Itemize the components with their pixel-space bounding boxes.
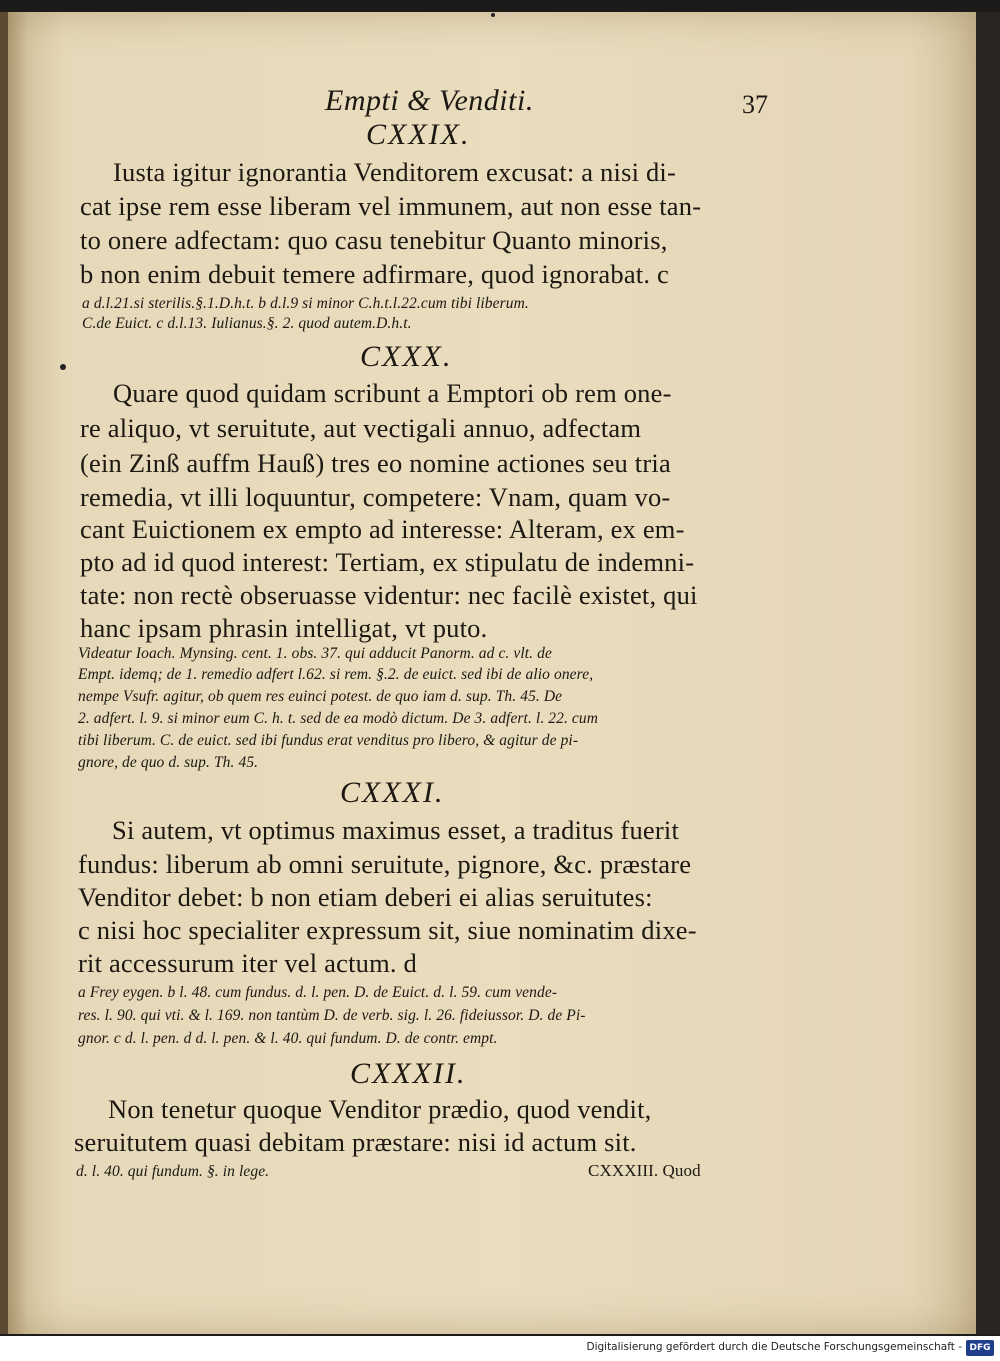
catchword: CXXXIII. Quod (588, 1161, 701, 1180)
text-line: b non enim debuit temere adfirmare, quod ignorabat. c (80, 259, 669, 289)
section-heading: CXXXII. (350, 1057, 467, 1090)
text-line: cat ipse rem esse liberam vel immunem, aut non esse tan- (80, 191, 702, 221)
footnote-line: gnore, de quo d. sup. Th. 45. (78, 754, 259, 771)
footnote-line: Empt. idemq; de 1. remedio adfert l.62. si rem. §.2. de euict. sed ibi de alio onere, (78, 666, 594, 683)
text-line: tate: non rectè obseruasse videntur: nec facilè existet, qui (80, 580, 698, 610)
text-line: seruitutem quasi debitam præstare: nisi id actum sit. (74, 1127, 637, 1157)
text-line: cant Euictionem ex empto ad interesse: Alteram, ex em- (80, 514, 685, 544)
text-line: rit accessurum iter vel actum. d (78, 948, 417, 978)
text-line: Venditor debet: b non etiam deberi ei alias seruitutes: (78, 882, 653, 912)
text-line: (ein Zinß auffm Hauß) tres eo nomine actiones seu tria (80, 448, 671, 478)
text-line: Non tenetur quoque Venditor prædio, quod vendit, (108, 1094, 652, 1124)
ink-mark (60, 364, 66, 370)
text-line: Quare quod quidam scribunt a Emptori ob rem one- (113, 378, 672, 408)
text-line: c nisi hoc specialiter expressum sit, siue nominatim dixe- (78, 915, 697, 945)
text-line: re aliquo, vt seruitute, aut vectigali annuo, adfectam (80, 413, 642, 443)
footnote-line: res. l. 90. qui vti. & l. 169. non tantùm D. de verb. sig. l. 26. fideiussor. D. de Pi- (78, 1007, 586, 1024)
page-edge-right (976, 12, 1000, 1334)
text-line: hanc ipsam phrasin intelligat, vt puto. (80, 613, 488, 643)
footnote-line: gnor. c d. l. pen. d d. l. pen. & l. 40. qui fundum. D. de contr. empt. (78, 1030, 498, 1047)
text-line: Si autem, vt optimus maximus esset, a traditus fuerit (112, 815, 680, 845)
footnote-line: a d.l.21.si sterilis.§.1.D.h.t. b d.l.9 si minor C.h.t.l.22.cum tibi liberum. (82, 295, 529, 312)
text-line: Iusta igitur ignorantia Venditorem excusat: a nisi di- (113, 157, 677, 187)
footnote-line: nempe Vsufr. agitur, ob quem res euinci potest. de quo iam d. sup. Th. 45. De (78, 688, 563, 705)
section-heading: CXXXI. (340, 776, 445, 809)
running-title: Empti & Venditi. (325, 84, 534, 117)
text-line: to onere adfectam: quo casu tenebitur Quanto minoris, (80, 225, 668, 255)
footnote-line: a Frey eygen. b l. 48. cum fundus. d. l. pen. D. de Euict. d. l. 59. cum vende- (78, 984, 558, 1001)
dfg-logo: DFG (966, 1340, 994, 1356)
footnote-line: 2. adfert. l. 9. si minor eum C. h. t. sed de ea modò dictum. De 3. adfert. l. 22. cum (78, 710, 599, 727)
footnote-line: C.de Euict. c d.l.13. Iulianus.§. 2. quod autem.D.h.t. (82, 315, 412, 332)
text-line: pto ad id quod interest: Tertiam, ex stipulatu de indemni- (80, 547, 695, 577)
footnote-line: tibi liberum. C. de euict. sed ibi fundus erat venditus pro libero, & agitur de pi- (78, 732, 579, 749)
text-line: remedia, vt illi loquuntur, competere: Vnam, quam vo- (80, 482, 671, 512)
page-number: 37 (742, 90, 768, 119)
footnote-line: d. l. 40. qui fundum. §. in lege. (76, 1163, 270, 1180)
digitization-credit: Digitalisierung gefördert durch die Deutsche Forschungsgemeinschaft - (586, 1341, 962, 1353)
section-heading: CXXX. (360, 340, 453, 373)
ink-mark-top (491, 13, 495, 17)
section-heading: CXXIX. (366, 118, 471, 151)
footnote-line: Videatur Ioach. Mynsing. cent. 1. obs. 37. qui adducit Panorm. ad c. vlt. de (78, 645, 552, 662)
text-line: fundus: liberum ab omni seruitute, pignore, &c. præstare (78, 849, 692, 879)
